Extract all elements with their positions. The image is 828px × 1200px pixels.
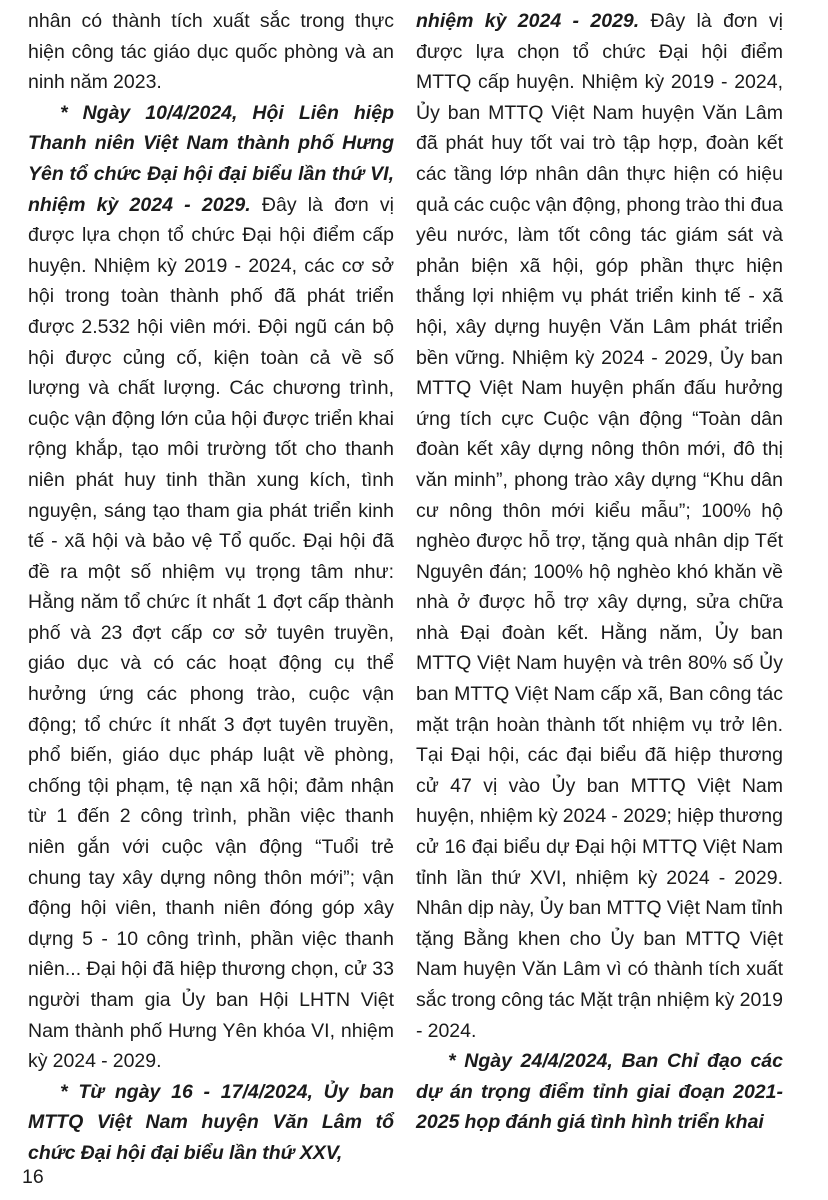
- left-column: [28, 6, 394, 1169]
- paragraph-continuation: nhân có thành tích xuất sắc trong thực hiện công tác giáo dục quốc phòng và an ninh năm 2023.: [28, 10, 394, 94]
- paragraph-key-projects-meeting: [416, 1046, 783, 1138]
- paragraph-lead: * Từ ngày 16 - 17/4/2024, Ủy ban MTTQ Việt Nam huyện Văn Lâm tổ chức Đại hội đại biểu lần thứ XXV,: [28, 1080, 394, 1164]
- paragraph-body: Đây là đơn vị được lựa chọn tổ chức Đại hội điểm cấp huyện. Nhiệm kỳ 2019 - 2024, các cơ sở hội trong toàn thành phố đã phát triển được 2.532 hội viên mới. Đội ngũ cán bộ hội được củng cố, kiện toàn cả về số lượng và chất lượng. Các chương trình, cuộc vận động lớn của hội được triển khai rộng khắp, tạo môi trường tốt cho thanh niên phát huy tinh thần xung kích, tình nguyện, sáng tạo tham gia phát triển kinh tế - xã hội và bảo vệ Tổ quốc. Đại hội đã đề ra một số nhiệm vụ trọng tâm như: Hằng năm tổ chức ít nhất 1 đợt cấp thành phố và 23 đợt cấp cơ sở tuyên truyền, giáo dục và có các hoạt động cụ thể hưởng ứng các phong trào, cuộc vận động; tổ chức ít nhất 3 đợt tuyên truyền, phổ biến, giáo dục pháp luật về phòng, chống tội phạm, tệ nạn xã hội; đảm nhận từ 1 đến 2 công trình, phần việc thanh niên gắn với cuộc vận động “Tuổi trẻ chung tay xây dựng nông thôn mới”; vận động hội viên, thanh niên đóng góp xây dựng 5 - 10 công trình, phần việc thanh niên... Đại hội đã hiệp thương chọn, cử 33 người tham gia Ủy ban Hội LHTN Việt Nam thành phố Hưng Yên khóa VI, nhiệm kỳ 2024 - 2029.: [28, 193, 394, 1073]
- paragraph-youth-union-congress: [28, 98, 394, 1077]
- page-number: 16: [22, 1166, 44, 1188]
- right-column: [416, 6, 783, 1138]
- paragraph-van-lam-front-congress: [28, 1077, 394, 1169]
- paragraph-lead: * Ngày 10/4/2024, Hội Liên hiệp Thanh niên Việt Nam thành phố Hưng Yên tổ chức Đại hội đại biểu lần thứ VI, nhiệm kỳ 2024 - 2029.: [28, 101, 394, 216]
- paragraph-van-lam-front-continuation: [416, 6, 783, 1046]
- paragraph-lead: * Ngày 24/4/2024, Ban Chỉ đạo các dự án trọng điểm tỉnh giai đoạn 2021-2025 họp đánh giá tình hình triển khai: [416, 1050, 783, 1134]
- paragraph-body: Đây là đơn vị được lựa chọn tổ chức Đại hội điểm MTTQ cấp huyện. Nhiệm kỳ 2019 - 2024, Ủy ban MTTQ Việt Nam huyện Văn Lâm đã phát huy tốt vai trò tập hợp, đoàn kết các tầng lớp nhân dân thực hiện có hiệu quả các cuộc vận động, phong trào thi đua yêu nước, làm tốt công tác giám sát và phản biện xã hội, góp phần thực hiện thắng lợi nhiệm vụ phát triển kinh tế - xã hội, xây dựng huyện Văn Lâm phát triển bền vững. Nhiệm kỳ 2024 - 2029, Ủy ban MTTQ Việt Nam huyện phấn đấu hưởng ứng tích cực Cuộc vận động “Toàn dân đoàn kết xây dựng nông thôn mới, đô thị văn minh”, phong trào xây dựng “Khu dân cư nông thôn mới kiểu mẫu”; 100% hộ nghèo được hỗ trợ, tặng quà nhân dịp Tết Nguyên đán; 100% hộ nghèo khó khăn về nhà ở được hỗ trợ xây dựng, sửa chữa nhà Đại đoàn kết. Hằng năm, Ủy ban MTTQ Việt Nam huyện và trên 80% số Ủy ban MTTQ Việt Nam cấp xã, Ban công tác mặt trận hoàn thành tốt nhiệm vụ trở lên. Tại Đại hội, các đại biểu đã hiệp thương cử 47 vị vào Ủy ban MTTQ Việt Nam huyện, nhiệm kỳ 2024 - 2029; hiệp thương cử 16 đại biểu dự Đại hội MTTQ Việt Nam tỉnh lần thứ XVI, nhiệm kỳ 2024 - 2029. Nhân dịp này, Ủy ban MTTQ Việt Nam tỉnh tặng Bằng khen cho Ủy ban MTTQ Việt Nam huyện Văn Lâm vì có thành tích xuất sắc trong công tác Mặt trận nhiệm kỳ 2019 - 2024.: [416, 10, 783, 1042]
- paragraph-lead: nhiệm kỳ 2024 - 2029.: [416, 10, 640, 32]
